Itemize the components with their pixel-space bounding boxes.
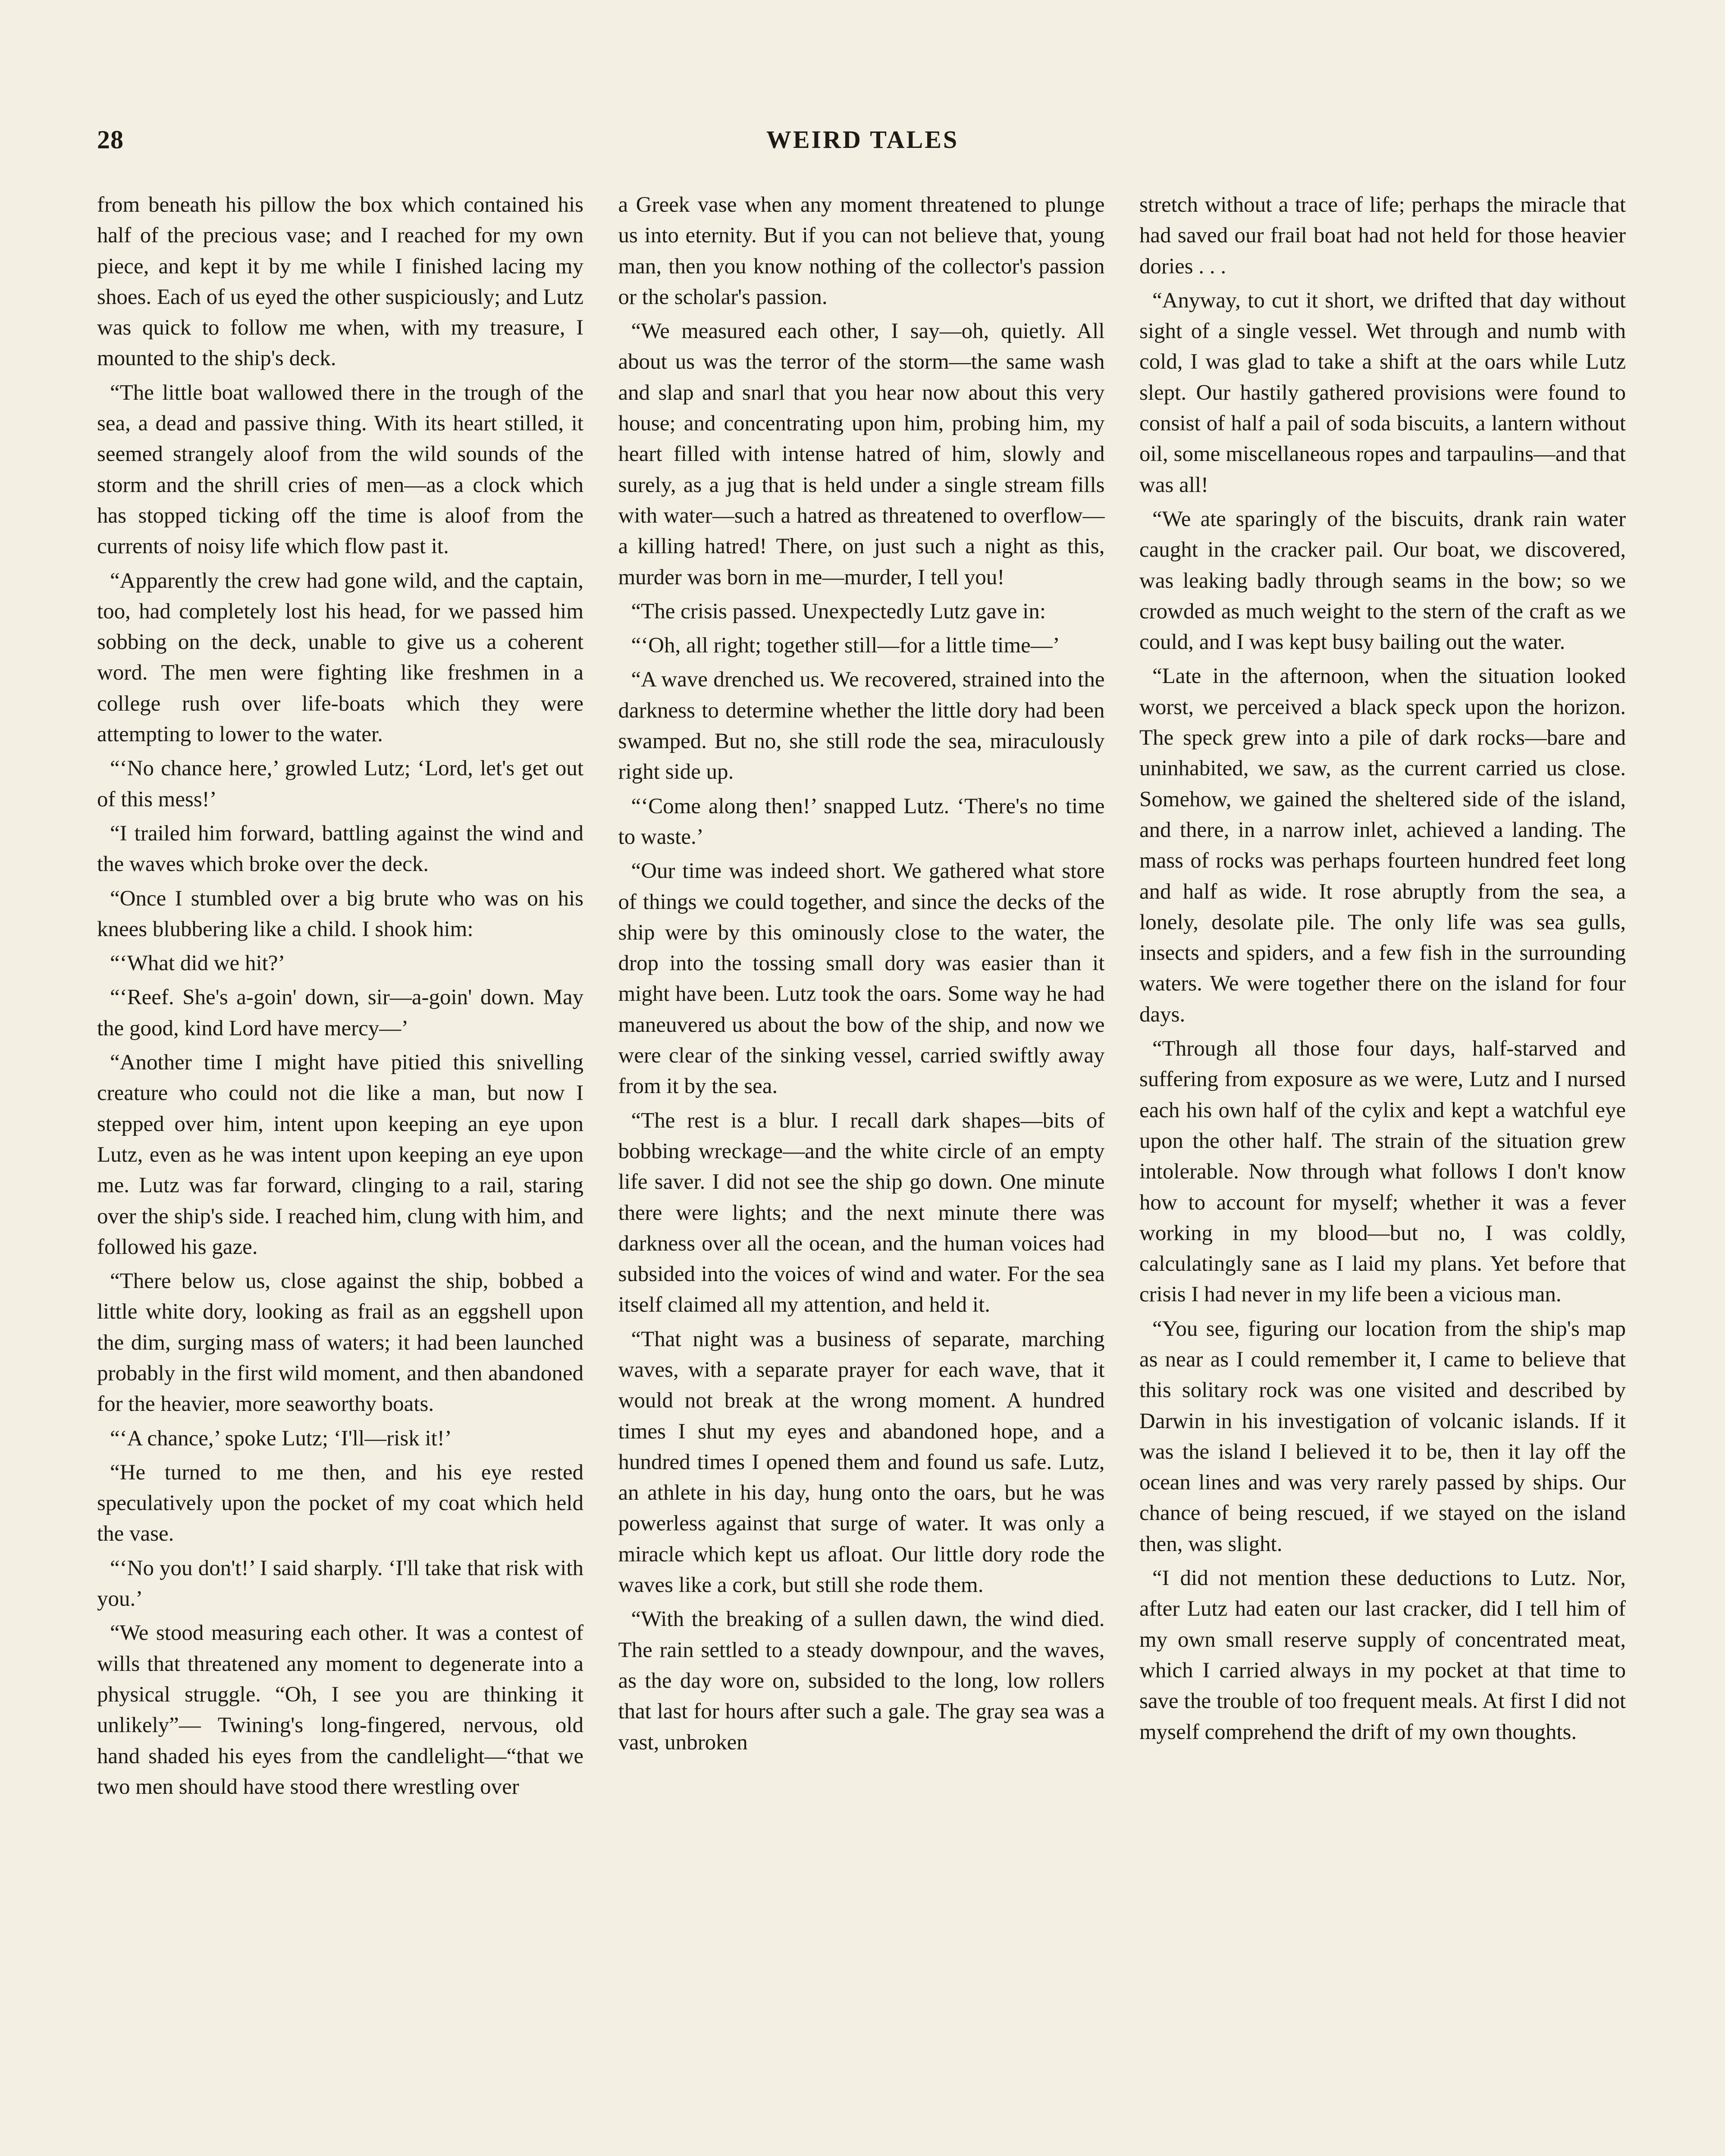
paragraph: “A wave drenched us. We recovered, strained into the darkness to determine whether the little dory had been swamped. But no, she still rode the sea, miraculously right side up. — [618, 667, 1105, 784]
paragraph: “We measured each other, I say—oh, quietly. All about us was the terror of the storm—the same wash and slap and snarl that you hear now about this very house; and concentrating upon him, probing him, my heart filled with intense hatred of him, slowly and surely, as a jug that is held under a single stream fills with water—such a hatred as threatened to overflow—a killing hatred! There, on just such a night as this, murder was born in me—murder, I tell you! — [618, 319, 1105, 589]
paragraph: “‘A chance,’ spoke Lutz; ‘I'll—risk it!’ — [110, 1426, 452, 1451]
paragraph: “Late in the afternoon, when the situation looked worst, we perceived a black speck upon the horizon. The speck grew into a pile of dark rocks—bare and uninhabited, we saw, as the current carried us close. Somehow, we gained the sheltered side of the island, and there, in a narrow inlet, achieved a landing. The mass of rocks was perhaps fourteen hundred feet long and half as wide. It rose abruptly from the sea, a lonely, desolate pile. The only life was sea gulls, insects and spiders, and a few fish in the surrounding waters. We were together there on the island for four days. — [1139, 664, 1626, 1027]
paragraph: “‘What did we hit?’ — [110, 951, 285, 976]
text-column-middle — [618, 190, 1105, 2156]
paragraph: “‘No chance here,’ growled Lutz; ‘Lord, let's get out of this mess!’ — [97, 756, 583, 812]
paragraph: “‘No you don't!’ I said sharply. ‘I'll take that risk with you.’ — [97, 1556, 583, 1611]
paragraph: “‘Come along then!’ snapped Lutz. ‘There's no time to waste.’ — [618, 794, 1105, 849]
paragraph: “With the breaking of a sullen dawn, the wind died. The rain settled to a steady downpour, and the waves, as the day wore on, subsided to the long, low rollers that last for hours after such a gale. The gray sea was a vast, unbroken — [618, 1607, 1105, 1755]
paragraph: “I trailed him forward, battling against the wind and the waves which broke over the deck. — [97, 821, 583, 877]
text-column-right — [1139, 190, 1626, 2156]
paragraph: “There below us, close against the ship, bobbed a little white dory, looking as frail as an eggshell upon the dim, surging mass of waters; it had been launched probably in the first wild moment, and then abandoned for the heavier, more seaworthy boats. — [97, 1269, 583, 1416]
paragraph: “Our time was indeed short. We gathered what store of things we could together, and since the decks of the ship were by this ominously close to the water, the drop into the tossing small dory was easier than it might have been. Lutz took the oars. Some way he had maneuvered us about the bow of the ship, and now we were clear of the sinking vessel, carried swiftly away from it by the sea. — [618, 859, 1105, 1099]
paragraph: “He turned to me then, and his eye rested speculatively upon the pocket of my coat which held the vase. — [97, 1460, 583, 1546]
paragraph: a Greek vase when any moment threatened to plunge us into eternity. But if you can not believe that, young man, then you know nothing of the collector's passion or the scholar's passion. — [618, 193, 1105, 309]
running-head: WEIRD TALES — [766, 125, 959, 154]
paragraph: “The crisis passed. Unexpectedly Lutz gave in: — [631, 599, 1046, 624]
paragraph: “‘Reef. She's a-goin' down, sir—a-goin' down. May the good, kind Lord have mercy—’ — [97, 985, 583, 1040]
paragraph: “Another time I might have pitied this snivelling creature who could not die like a man, but now I stepped over him, intent upon keeping an eye upon Lutz, even as he was intent upon keeping an eye upon me. Lutz was far forward, clinging to a rail, staring over the ship's side. I reached him, clung with him, and followed his gaze. — [97, 1050, 583, 1259]
paragraph: “We stood measuring each other. It was a contest of wills that threatened any moment to degenerate into a physical struggle. “Oh, I see you are thinking it unlikely”— Twining's long-fingered, nervous, old hand shaded his eyes from the candlelight—“that we two men should have stood there wrestling over — [97, 1621, 583, 1799]
page-number: 28 — [97, 125, 124, 154]
paragraph: from beneath his pillow the box which contained his half of the precious vase; and I reached for my own piece, and kept it by me while I finished lacing my shoes. Each of us eyed the other suspiciously; and Lutz was quick to follow me when, with my treasure, I mounted to the ship's deck. — [97, 193, 583, 371]
paragraph: “Anyway, to cut it short, we drifted that day without sight of a single vessel. Wet through and numb with cold, I was glad to take a shift at the oars while Lutz slept. Our hastily gathered provisions were found to consist of half a pail of soda biscuits, a lantern without oil, some miscellaneous ropes and tarpaulins—and that was all! — [1139, 288, 1626, 497]
paragraph: “Through all those four days, half-starved and suffering from exposure as we were, Lutz and I nursed each his own half of the cylix and kept a watchful eye upon the other half. The strain of the situation grew intolerable. Now through what follows I don't know how to account for myself; whether it was a fever working in my blood—but no, I was coldly, calculatingly sane as I laid my plans. Yet before that crisis I had never in my life been a vicious man. — [1139, 1037, 1626, 1307]
paragraph: stretch without a trace of life; perhaps the miracle that had saved our frail boat had not held for those heavier dories . . . — [1139, 193, 1626, 279]
paragraph: “I did not mention these deductions to Lutz. Nor, after Lutz had eaten our last cracker, did I tell him of my own small reserve supply of concentrated meat, which I carried always in my pocket at that time to save the trouble of too frequent meals. At first I did not myself comprehend the drift of my own thoughts. — [1139, 1566, 1626, 1744]
paragraph: “We ate sparingly of the biscuits, drank rain water caught in the cracker pail. Our boat, we discovered, was leaking badly through seams in the bow; so we crowded as much weight to the stern of the craft as we could, and I was kept busy bailing out the water. — [1139, 507, 1626, 655]
paragraph: “The little boat wallowed there in the trough of the sea, a dead and passive thing. With its heart stilled, it seemed strangely aloof from the wild sounds of the storm and the shrill cries of men—as a clock which has stopped ticking off the time is aloof from the currents of noisy life which flow past it. — [97, 380, 583, 559]
paragraph: “That night was a business of separate, marching waves, with a separate prayer for each wave, that it would not break at the wrong moment. A hundred times I shut my eyes and abandoned hope, and a hundred times I opened them and found us safe. Lutz, an athlete in his day, hung onto the oars, but he was powerless against that surge of water. It was only a miracle which kept us afloat. Our little dory rode the waves like a cork, but still she rode them. — [618, 1327, 1105, 1598]
paragraph: “The rest is a blur. I recall dark shapes—bits of bobbing wreckage—and the white circle of an empty life saver. I did not see the ship go down. One minute there were lights; and the next minute there was darkness over all the ocean, and the human voices had subsided into the voices of wind and water. For the sea itself claimed all my attention, and held it. — [618, 1108, 1105, 1317]
text-column-left — [97, 190, 583, 2156]
paragraph: “Once I stumbled over a big brute who was on his knees blubbering like a child. I shook him: — [97, 886, 583, 941]
paragraph: “Apparently the crew had gone wild, and the captain, too, had completely lost his head, for we passed him sobbing on the deck, unable to give us a coherent word. The men were fighting like freshmen in a college rush over life-boats which they were attempting to lower to the water. — [97, 568, 583, 747]
text-columns — [97, 190, 1626, 2156]
paragraph: “‘Oh, all right; together still—for a little time—’ — [631, 633, 1060, 658]
paragraph: “You see, figuring our location from the ship's map as near as I could remember it, I came to believe that this solitary rock was one visited and described by Darwin in his investigation of volcanic islands. If it was the island I believed it to be, then it lay off the ocean lines and was very rarely passed by ships. Our chance of being rescued, if we stayed on the island then, was slight. — [1139, 1316, 1626, 1556]
page-header — [97, 125, 1628, 164]
